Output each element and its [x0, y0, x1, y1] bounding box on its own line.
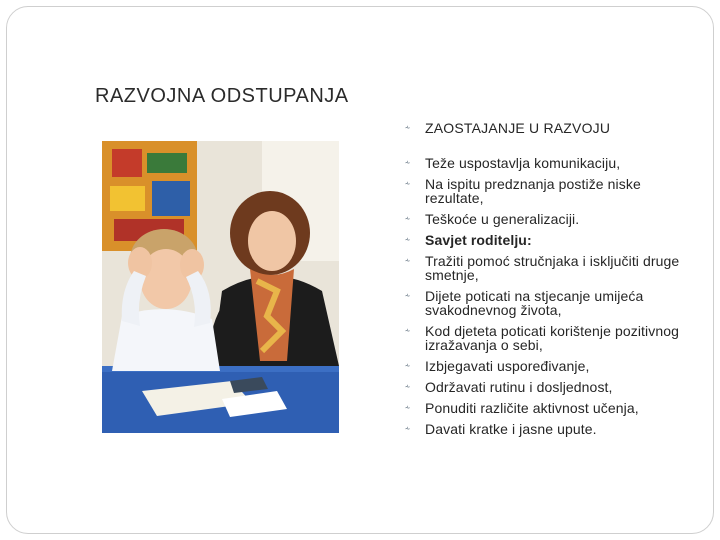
list-item-text: Teže uspostavlja komunikaciju, — [425, 155, 621, 171]
list-item — [405, 233, 695, 247]
wavy-bullet-icon: ⸞ — [405, 158, 411, 168]
list-item — [405, 254, 695, 282]
wavy-bullet-icon: ⸞ — [405, 214, 411, 224]
classroom-photo — [102, 141, 339, 433]
list-item-text: Tražiti pomoć stručnjaka i isključiti druge smetnje, — [425, 253, 680, 283]
list-item-text: Dijete poticati na stjecanje umijeća svakodnevnog života, — [425, 288, 644, 318]
bullet-list — [405, 156, 695, 436]
classroom-photo-image — [102, 141, 339, 433]
wavy-bullet-icon: ⸞ — [405, 424, 411, 434]
list-item — [405, 359, 695, 373]
list-item — [405, 177, 695, 205]
wavy-bullet-icon: ⸞ — [405, 291, 411, 301]
list-item-text: Održavati rutinu i dosljednost, — [425, 379, 613, 395]
list-item — [405, 289, 695, 317]
content-panel — [405, 120, 695, 443]
section-heading: ZAOSTAJANJE U RAZVOJU — [425, 120, 611, 136]
wavy-bullet-icon: ⸞ — [405, 326, 411, 336]
list-item — [405, 401, 695, 415]
wavy-bullet-icon: ⸞ — [405, 123, 411, 133]
wavy-bullet-icon: ⸞ — [405, 235, 411, 245]
list-item — [405, 324, 695, 352]
wavy-bullet-icon: ⸞ — [405, 179, 411, 189]
wavy-bullet-icon: ⸞ — [405, 403, 411, 413]
wavy-bullet-icon: ⸞ — [405, 361, 411, 371]
list-item-text: Savjet roditelju: — [425, 232, 532, 248]
wavy-bullet-icon: ⸞ — [405, 382, 411, 392]
list-item-text: Izbjegavati uspoređivanje, — [425, 358, 590, 374]
list-item-text: Na ispitu predznanja postiže niske rezultate, — [425, 176, 641, 206]
list-item — [405, 422, 695, 436]
list-item — [405, 156, 695, 170]
wavy-bullet-icon: ⸞ — [405, 256, 411, 266]
slide-title: RAZVOJNA ODSTUPANJA — [95, 85, 349, 107]
list-item-text: Teškoće u generalizaciji. — [425, 211, 580, 227]
list-item-text: Ponuditi različite aktivnost učenja, — [425, 400, 639, 416]
slide-frame — [6, 6, 714, 534]
list-item-text: Davati kratke i jasne upute. — [425, 421, 597, 437]
list-item — [405, 380, 695, 394]
section-heading-row — [405, 120, 695, 136]
list-item — [405, 212, 695, 226]
list-item-text: Kod djeteta poticati korištenje pozitivnog izražavanja o sebi, — [425, 323, 680, 353]
